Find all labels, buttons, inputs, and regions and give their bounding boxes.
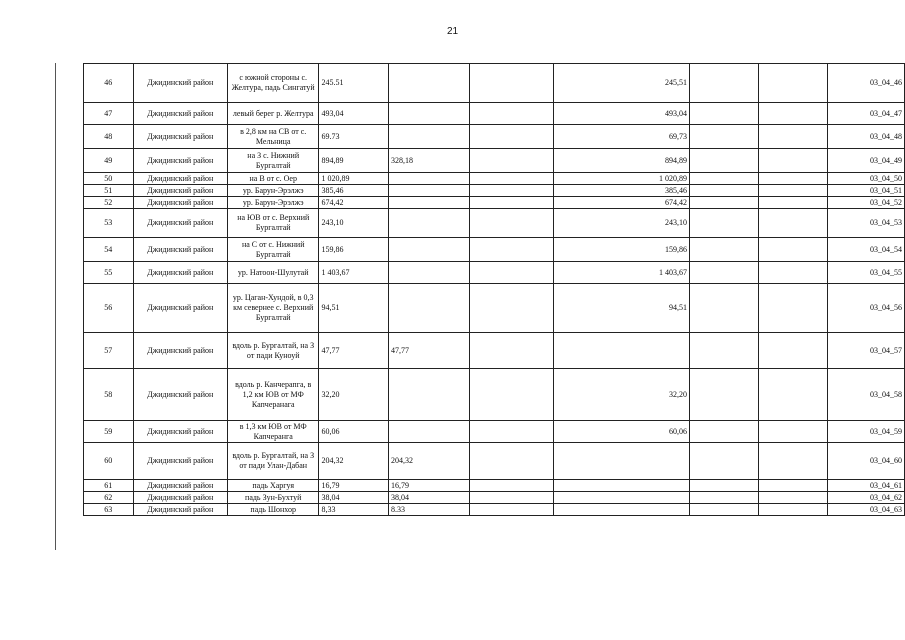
value-cell-2 — [470, 209, 554, 238]
value-cell-3: 493,04 — [554, 103, 690, 125]
table-row — [84, 284, 905, 333]
value-cell-4 — [689, 443, 758, 480]
table-row — [84, 197, 905, 209]
code-cell: 03_04_49 — [828, 149, 905, 173]
value-cell-4 — [689, 197, 758, 209]
area-cell: 47,77 — [319, 333, 388, 369]
value-cell-5 — [759, 284, 828, 333]
district-cell: Джидинский район — [133, 149, 227, 173]
code-cell: 03_04_58 — [828, 369, 905, 421]
area-cell: 243,10 — [319, 209, 388, 238]
value-cell-4 — [689, 103, 758, 125]
district-cell: Джидинский район — [133, 173, 227, 185]
table-row — [84, 443, 905, 480]
area-cell: 1 020,89 — [319, 173, 388, 185]
value-cell-1 — [388, 262, 469, 284]
value-cell-1 — [388, 421, 469, 443]
value-cell-5 — [759, 149, 828, 173]
code-cell: 03_04_63 — [828, 504, 905, 516]
location-cell: на В от с. Оер — [227, 173, 318, 185]
code-cell: 03_04_50 — [828, 173, 905, 185]
value-cell-5 — [759, 443, 828, 480]
location-cell: в 1,3 км ЮВ от МФ Капчеранга — [227, 421, 318, 443]
area-cell: 1 403,67 — [319, 262, 388, 284]
area-cell: 38,04 — [319, 492, 388, 504]
location-cell: вдоль р. Бургалтай, на З от пади Улан-Дабан — [227, 443, 318, 480]
value-cell-5 — [759, 173, 828, 185]
location-cell: вдоль р. Канчерапга, в 1,2 км ЮВ от МФ Капчеранага — [227, 369, 318, 421]
value-cell-5 — [759, 185, 828, 197]
value-cell-4 — [689, 173, 758, 185]
table-row — [84, 149, 905, 173]
area-cell: 60,06 — [319, 421, 388, 443]
district-cell: Джидинский район — [133, 443, 227, 480]
value-cell-3: 32,20 — [554, 369, 690, 421]
row-number: 49 — [84, 149, 134, 173]
row-number: 53 — [84, 209, 134, 238]
row-number: 51 — [84, 185, 134, 197]
area-cell: 385,46 — [319, 185, 388, 197]
district-cell: Джидинский район — [133, 333, 227, 369]
value-cell-1: 8.33 — [388, 504, 469, 516]
value-cell-1 — [388, 238, 469, 262]
value-cell-5 — [759, 369, 828, 421]
value-cell-3 — [554, 504, 690, 516]
value-cell-3 — [554, 443, 690, 480]
code-cell: 03_04_57 — [828, 333, 905, 369]
table-row — [84, 173, 905, 185]
value-cell-1 — [388, 369, 469, 421]
value-cell-3: 1 020,89 — [554, 173, 690, 185]
value-cell-4 — [689, 125, 758, 149]
row-number: 55 — [84, 262, 134, 284]
data-table — [83, 63, 905, 516]
table-row — [84, 492, 905, 504]
value-cell-3: 94,51 — [554, 284, 690, 333]
table-row — [84, 480, 905, 492]
code-cell: 03_04_56 — [828, 284, 905, 333]
row-number: 52 — [84, 197, 134, 209]
location-cell: падь Харгуя — [227, 480, 318, 492]
page-number: 21 — [446, 26, 459, 37]
row-number: 59 — [84, 421, 134, 443]
row-number: 46 — [84, 64, 134, 103]
value-cell-3: 243,10 — [554, 209, 690, 238]
district-cell: Джидинский район — [133, 480, 227, 492]
value-cell-5 — [759, 262, 828, 284]
location-cell: на З с. Нижний Бургалтай — [227, 149, 318, 173]
table-row — [84, 504, 905, 516]
value-cell-2 — [470, 492, 554, 504]
value-cell-2 — [470, 149, 554, 173]
value-cell-1: 328,18 — [388, 149, 469, 173]
code-cell: 03_04_59 — [828, 421, 905, 443]
value-cell-2 — [470, 443, 554, 480]
code-cell: 03_04_46 — [828, 64, 905, 103]
table-row — [84, 64, 905, 103]
value-cell-4 — [689, 262, 758, 284]
value-cell-3: 674,42 — [554, 197, 690, 209]
value-cell-3: 60,06 — [554, 421, 690, 443]
table-row — [84, 185, 905, 197]
area-cell: 32,20 — [319, 369, 388, 421]
value-cell-4 — [689, 333, 758, 369]
value-cell-5 — [759, 238, 828, 262]
area-cell: 245.51 — [319, 64, 388, 103]
location-cell: на ЮВ от с. Верхний Бургалтай — [227, 209, 318, 238]
district-cell: Джидинский район — [133, 492, 227, 504]
district-cell: Джидинский район — [133, 369, 227, 421]
value-cell-5 — [759, 197, 828, 209]
value-cell-2 — [470, 173, 554, 185]
area-cell: 69.73 — [319, 125, 388, 149]
row-number: 48 — [84, 125, 134, 149]
value-cell-5 — [759, 103, 828, 125]
area-cell: 894,89 — [319, 149, 388, 173]
code-cell: 03_04_47 — [828, 103, 905, 125]
code-cell: 03_04_52 — [828, 197, 905, 209]
location-cell: падь Зун-Бухтуй — [227, 492, 318, 504]
location-cell: с южной стороны с. Желтура, падь Сингатуй — [227, 64, 318, 103]
value-cell-2 — [470, 125, 554, 149]
table-row — [84, 125, 905, 149]
row-number: 57 — [84, 333, 134, 369]
value-cell-1: 47,77 — [388, 333, 469, 369]
value-cell-1: 38,04 — [388, 492, 469, 504]
code-cell: 03_04_61 — [828, 480, 905, 492]
value-cell-3 — [554, 480, 690, 492]
row-number: 63 — [84, 504, 134, 516]
table-row — [84, 369, 905, 421]
value-cell-4 — [689, 480, 758, 492]
table-row — [84, 103, 905, 125]
value-cell-2 — [470, 103, 554, 125]
location-cell: на С от с. Нижний Бургалтай — [227, 238, 318, 262]
code-cell: 03_04_48 — [828, 125, 905, 149]
value-cell-4 — [689, 421, 758, 443]
value-cell-4 — [689, 369, 758, 421]
value-cell-5 — [759, 333, 828, 369]
district-cell: Джидинский район — [133, 209, 227, 238]
value-cell-1 — [388, 64, 469, 103]
value-cell-1 — [388, 173, 469, 185]
value-cell-3: 69,73 — [554, 125, 690, 149]
district-cell: Джидинский район — [133, 421, 227, 443]
location-cell: вдоль р. Бургалтай, на З от пади Куноуй — [227, 333, 318, 369]
district-cell: Джидинский район — [133, 64, 227, 103]
district-cell: Джидинский район — [133, 185, 227, 197]
value-cell-5 — [759, 480, 828, 492]
value-cell-1 — [388, 284, 469, 333]
value-cell-2 — [470, 64, 554, 103]
value-cell-2 — [470, 197, 554, 209]
code-cell: 03_04_60 — [828, 443, 905, 480]
value-cell-1 — [388, 209, 469, 238]
district-cell: Джидинский район — [133, 197, 227, 209]
value-cell-4 — [689, 238, 758, 262]
value-cell-4 — [689, 64, 758, 103]
code-cell: 03_04_53 — [828, 209, 905, 238]
value-cell-2 — [470, 333, 554, 369]
value-cell-3: 894,89 — [554, 149, 690, 173]
row-number: 62 — [84, 492, 134, 504]
district-cell: Джидинский район — [133, 103, 227, 125]
value-cell-5 — [759, 492, 828, 504]
value-cell-3: 245,51 — [554, 64, 690, 103]
value-cell-2 — [470, 284, 554, 333]
value-cell-2 — [470, 421, 554, 443]
value-cell-1 — [388, 185, 469, 197]
value-cell-3 — [554, 333, 690, 369]
value-cell-1 — [388, 125, 469, 149]
code-cell: 03_04_62 — [828, 492, 905, 504]
area-cell: 493,04 — [319, 103, 388, 125]
value-cell-1 — [388, 103, 469, 125]
location-cell: ур. Барун-Эрэлжэ — [227, 185, 318, 197]
value-cell-2 — [470, 238, 554, 262]
table-row — [84, 421, 905, 443]
area-cell: 159,86 — [319, 238, 388, 262]
row-number: 58 — [84, 369, 134, 421]
value-cell-5 — [759, 209, 828, 238]
value-cell-4 — [689, 149, 758, 173]
value-cell-2 — [470, 262, 554, 284]
row-number: 50 — [84, 173, 134, 185]
table-row — [84, 209, 905, 238]
value-cell-5 — [759, 64, 828, 103]
value-cell-4 — [689, 209, 758, 238]
value-cell-2 — [470, 480, 554, 492]
code-cell: 03_04_51 — [828, 185, 905, 197]
table-row — [84, 262, 905, 284]
area-cell: 16,79 — [319, 480, 388, 492]
location-cell: падь Шонхор — [227, 504, 318, 516]
code-cell: 03_04_54 — [828, 238, 905, 262]
district-cell: Джидинский район — [133, 262, 227, 284]
area-cell: 204,32 — [319, 443, 388, 480]
location-cell: левый берег р. Желтура — [227, 103, 318, 125]
location-cell: ур. Натоон-Шулутай — [227, 262, 318, 284]
row-number: 56 — [84, 284, 134, 333]
location-cell: ур. Цаган-Хундой, в 0,3 км севернее с. Верхний Бургалтай — [227, 284, 318, 333]
value-cell-5 — [759, 421, 828, 443]
margin-line — [55, 63, 56, 550]
value-cell-3 — [554, 492, 690, 504]
area-cell: 674,42 — [319, 197, 388, 209]
value-cell-1 — [388, 197, 469, 209]
area-cell: 94,51 — [319, 284, 388, 333]
row-number: 60 — [84, 443, 134, 480]
table-row — [84, 333, 905, 369]
code-cell: 03_04_55 — [828, 262, 905, 284]
location-cell: в 2,8 км на СВ от с. Мельница — [227, 125, 318, 149]
value-cell-2 — [470, 504, 554, 516]
table-row — [84, 238, 905, 262]
value-cell-4 — [689, 185, 758, 197]
value-cell-5 — [759, 504, 828, 516]
value-cell-4 — [689, 492, 758, 504]
row-number: 54 — [84, 238, 134, 262]
value-cell-3: 385,46 — [554, 185, 690, 197]
location-cell: ур. Барун-Эрэлжэ — [227, 197, 318, 209]
value-cell-3: 1 403,67 — [554, 262, 690, 284]
value-cell-1: 204,32 — [388, 443, 469, 480]
value-cell-2 — [470, 369, 554, 421]
value-cell-5 — [759, 125, 828, 149]
value-cell-1: 16,79 — [388, 480, 469, 492]
district-cell: Джидинский район — [133, 125, 227, 149]
value-cell-2 — [470, 185, 554, 197]
district-cell: Джидинский район — [133, 238, 227, 262]
row-number: 61 — [84, 480, 134, 492]
district-cell: Джидинский район — [133, 504, 227, 516]
district-cell: Джидинский район — [133, 284, 227, 333]
row-number: 47 — [84, 103, 134, 125]
area-cell: 8,33 — [319, 504, 388, 516]
value-cell-4 — [689, 284, 758, 333]
value-cell-3: 159,86 — [554, 238, 690, 262]
value-cell-4 — [689, 504, 758, 516]
